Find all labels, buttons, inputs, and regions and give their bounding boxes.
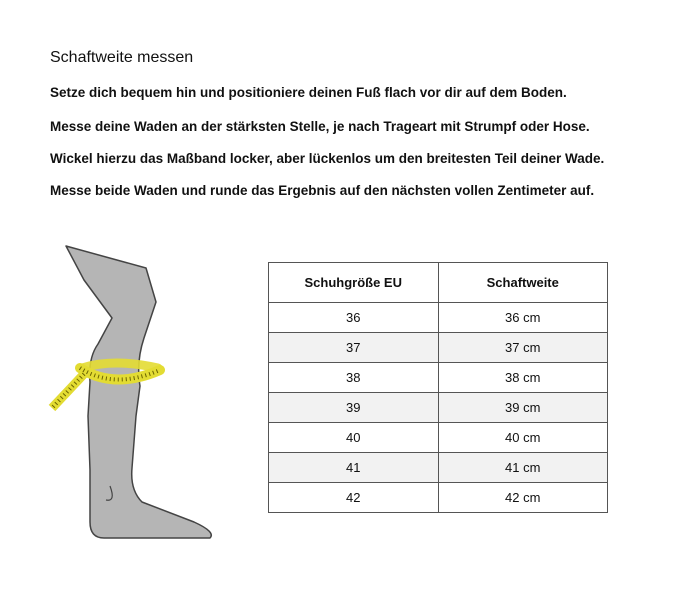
measuring-tape-end: [52, 374, 84, 408]
shoe-size-cell: 41: [269, 453, 439, 483]
table-row: [269, 453, 608, 483]
instruction-wrap-tape: Wickel hierzu das Maßband locker, aber lückenlos um den breitesten Teil deiner Wade.: [50, 151, 605, 166]
shoe-size-cell: 36: [269, 303, 439, 333]
shoe-size-cell: 40: [269, 423, 439, 453]
shaft-width-cell: 41 cm: [438, 453, 608, 483]
shaft-width-cell: 38 cm: [438, 363, 608, 393]
leg-with-measuring-tape-icon: [44, 240, 234, 550]
instruction-sit-down: Setze dich bequem hin und positioniere deinen Fuß flach vor dir auf dem Boden.: [50, 85, 567, 100]
table-header-row: [269, 263, 608, 303]
table-row: [269, 483, 608, 513]
shaft-width-cell: 42 cm: [438, 483, 608, 513]
instruction-measure-calf: Messe deine Waden an der stärksten Stelle, je nach Trageart mit Strumpf oder Hose.: [50, 119, 590, 134]
page-title: Schaftweite messen: [50, 49, 194, 66]
size-table: [268, 262, 608, 513]
column-header-shoe-size: Schuhgröße EU: [269, 263, 439, 303]
shoe-size-cell: 39: [269, 393, 439, 423]
instruction-round-up: Messe beide Waden und runde das Ergebnis auf den nächsten vollen Zentimeter auf.: [50, 183, 595, 198]
column-header-shaft-width: Schaftweite: [438, 263, 608, 303]
shoe-size-cell: 37: [269, 333, 439, 363]
shaft-width-cell: 37 cm: [438, 333, 608, 363]
shaft-width-cell: 36 cm: [438, 303, 608, 333]
shaft-width-cell: 40 cm: [438, 423, 608, 453]
table-row: [269, 423, 608, 453]
table-row: [269, 363, 608, 393]
measuring-tape-back: [82, 363, 158, 368]
table-row: [269, 393, 608, 423]
table-row: [269, 303, 608, 333]
shoe-size-cell: 38: [269, 363, 439, 393]
leg-silhouette: [66, 246, 211, 538]
shaft-width-cell: 39 cm: [438, 393, 608, 423]
table-row: [269, 333, 608, 363]
shoe-size-cell: 42: [269, 483, 439, 513]
